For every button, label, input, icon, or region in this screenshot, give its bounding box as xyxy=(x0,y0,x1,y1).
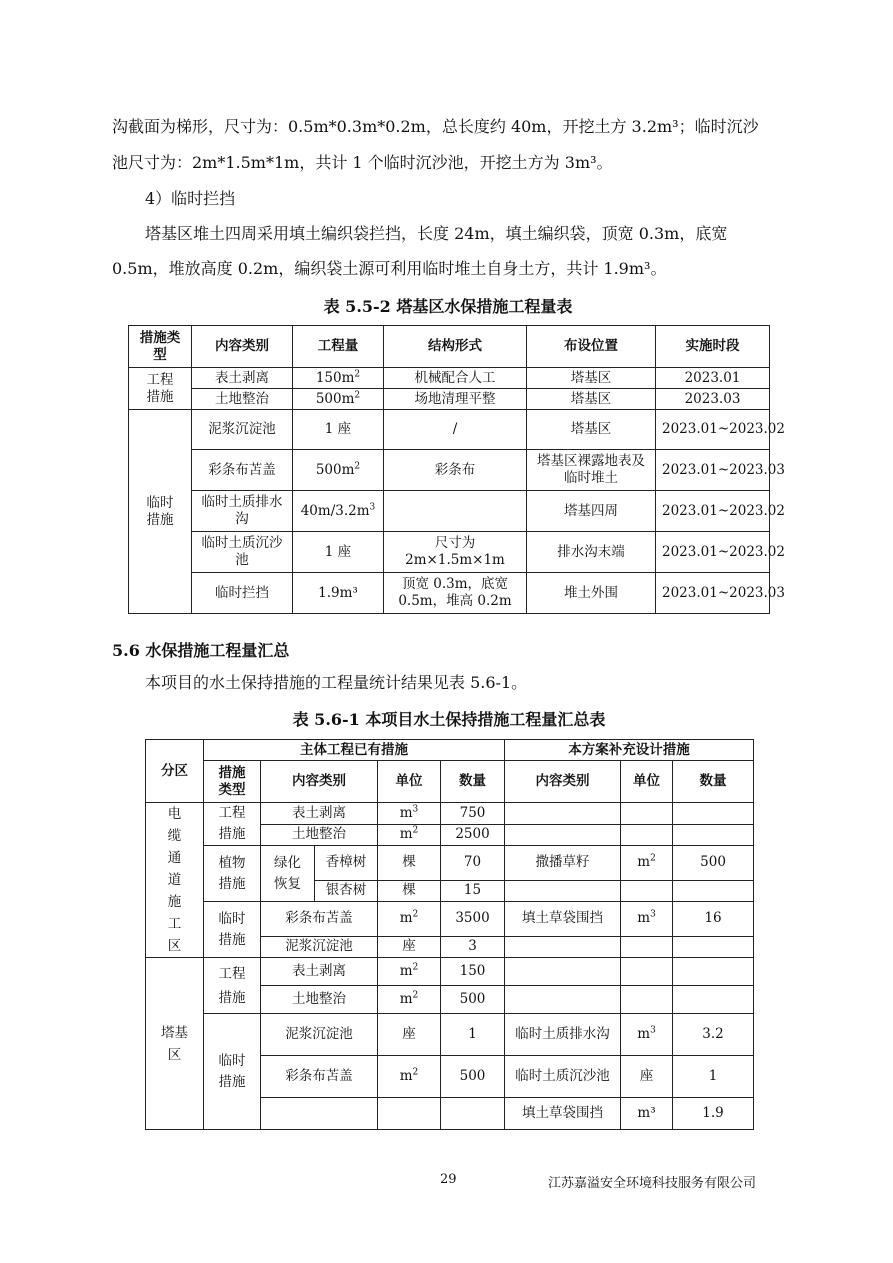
cell: 临时土质沉沙池 xyxy=(192,532,293,573)
cell: 3 xyxy=(441,936,505,958)
cell: 塔基区 xyxy=(527,410,656,450)
cell xyxy=(621,880,673,902)
table-row xyxy=(129,368,770,389)
cell xyxy=(673,958,754,986)
table-row xyxy=(146,803,754,825)
cell: 机械配合人工 xyxy=(384,368,527,389)
cell: 2023.03 xyxy=(656,389,770,410)
cell xyxy=(673,880,754,902)
cell: 香樟树 xyxy=(315,846,378,881)
cell: 2023.01~2023.02 xyxy=(656,532,770,573)
cell: 500 xyxy=(673,846,754,881)
cell: $500m^2$ xyxy=(293,450,384,491)
table-caption: 表 5.6-1 本项目水土保持措施工程量汇总表 xyxy=(292,710,606,729)
table-row xyxy=(129,573,770,614)
table-row xyxy=(146,846,754,881)
cell: 彩条布苫盖 xyxy=(261,902,378,937)
cell: 尺寸为 2m×1.5m×1m xyxy=(384,532,527,573)
tower-measures-table xyxy=(128,325,785,614)
cell: 土地整治 xyxy=(261,824,378,846)
cell: $40m/3.2m^3$ xyxy=(293,491,384,532)
cell: 彩条布苫盖 xyxy=(261,1056,378,1098)
cell: 塔基区 xyxy=(527,389,656,410)
cell xyxy=(673,986,754,1014)
cell: 场地清理平整 xyxy=(384,389,527,410)
table-row xyxy=(129,450,770,491)
cell xyxy=(505,824,621,846)
table-row xyxy=(146,902,754,937)
cell: 临时土质排水沟 xyxy=(192,491,293,532)
header-cell: 数量 xyxy=(673,761,754,803)
cell: 临时土质排水沟 xyxy=(505,1014,621,1056)
cell: 土地整治 xyxy=(261,986,378,1014)
cell: $m^2$ xyxy=(378,986,441,1014)
table-row xyxy=(146,958,754,986)
header-cell: 布设位置 xyxy=(527,326,656,368)
table-row xyxy=(129,410,770,450)
header-cell: 内容类别 xyxy=(261,761,378,803)
cell xyxy=(621,824,673,846)
cell: 土地整治 xyxy=(192,389,293,410)
cell: 撒播草籽 xyxy=(505,846,621,881)
cell: 临时拦挡 xyxy=(192,573,293,614)
cell: 2023.01~2023.02 xyxy=(656,410,770,450)
cell: 泥浆沉淀池 xyxy=(192,410,293,450)
cell: $150m^2$ xyxy=(293,368,384,389)
page-number: 29 xyxy=(440,1172,457,1187)
cell: 1 xyxy=(441,1014,505,1056)
cell: $m^2$ xyxy=(378,1056,441,1098)
header-cell: 措施类型 xyxy=(129,326,192,368)
cell: $m^2$ xyxy=(378,902,441,937)
cell: 16 xyxy=(673,902,754,937)
cell: $m^3$ xyxy=(621,1014,673,1056)
cell xyxy=(673,803,754,825)
cell: $m^3$ xyxy=(378,803,441,825)
cell: 排水沟末端 xyxy=(527,532,656,573)
cell: 70 xyxy=(441,846,505,881)
cell: $500m^2$ xyxy=(293,389,384,410)
sub-type-cell: 绿化恢复 xyxy=(261,846,315,902)
cell: 塔基区裸露地表及临时堆土 xyxy=(527,450,656,491)
cell: 座 xyxy=(378,936,441,958)
zone-cell: 电缆通道施工区 xyxy=(146,803,204,958)
cell: 塔基四周 xyxy=(527,491,656,532)
cell: $m^2$ xyxy=(378,958,441,986)
cell xyxy=(673,936,754,958)
cell: 2023.01 xyxy=(656,368,770,389)
cell: 顶宽 0.3m，底宽 0.5m，堆高 0.2m xyxy=(384,573,527,614)
paragraph-line: 塔基区堆土四周采用填土编织袋拦挡，长度 24m，填土编织袋，顶宽 0.3m，底宽 xyxy=(145,224,728,243)
cell: 表土剥离 xyxy=(192,368,293,389)
cell: 填土草袋围挡 xyxy=(505,902,621,937)
header-cell: 内容类别 xyxy=(192,326,293,368)
zone-cell: 塔基区 xyxy=(146,958,204,1130)
header-cell: 分区 xyxy=(146,740,204,803)
group-cell: 工程措施 xyxy=(129,368,192,410)
table-row xyxy=(146,1014,754,1056)
cell: $m^2$ xyxy=(378,824,441,846)
cell: 塔基区 xyxy=(527,368,656,389)
cell: m³ xyxy=(621,1098,673,1130)
cell: $m^3$ xyxy=(621,902,673,937)
cell xyxy=(621,936,673,958)
cell: 1.9 xyxy=(673,1098,754,1130)
cell: 棵 xyxy=(378,846,441,881)
cell: 表土剥离 xyxy=(261,803,378,825)
cell: 彩条布苫盖 xyxy=(192,450,293,491)
company-name: 江苏嘉溢安全环境科技服务有限公司 xyxy=(548,1176,757,1191)
list-item-heading: 4）临时拦挡 xyxy=(145,189,236,208)
cell: 1 xyxy=(673,1056,754,1098)
cell xyxy=(673,824,754,846)
paragraph-line: 0.5m，堆放高度 0.2m，编织袋土源可利用临时堆土自身土方，共计 1.9m³。 xyxy=(112,259,667,278)
header-cell: 实施时段 xyxy=(656,326,770,368)
cell: 彩条布 xyxy=(384,450,527,491)
cell xyxy=(621,803,673,825)
cell: 150 xyxy=(441,958,505,986)
type-cell: 植物措施 xyxy=(204,846,261,902)
header-cell: 结构形式 xyxy=(384,326,527,368)
cell: 银杏树 xyxy=(315,880,378,902)
table-caption: 表 5.5-2 塔基区水保措施工程量表 xyxy=(323,297,573,316)
cell xyxy=(261,1098,378,1130)
header-cell: 本方案补充设计措施 xyxy=(505,740,754,761)
cell xyxy=(505,880,621,902)
section-title: 5.6 水保措施工程量汇总 xyxy=(112,641,290,660)
cell xyxy=(505,803,621,825)
cell: 临时土质沉沙池 xyxy=(505,1056,621,1098)
table-row xyxy=(129,491,770,532)
cell: 750 xyxy=(441,803,505,825)
table-header-row xyxy=(129,326,770,368)
cell: 3.2 xyxy=(673,1014,754,1056)
type-cell: 工程措施 xyxy=(204,803,261,846)
table-row xyxy=(129,389,770,410)
cell: 座 xyxy=(621,1056,673,1098)
type-cell: 工程措施 xyxy=(204,958,261,1014)
header-cell: 措施类型 xyxy=(204,761,261,803)
cell xyxy=(621,986,673,1014)
cell: 泥浆沉淀池 xyxy=(261,1014,378,1056)
header-cell: 单位 xyxy=(621,761,673,803)
cell: 棵 xyxy=(378,880,441,902)
cell: 2023.01~2023.02 xyxy=(656,491,770,532)
group-cell: 临时措施 xyxy=(129,410,192,614)
summary-measures-table xyxy=(145,739,754,1130)
cell: 500 xyxy=(441,986,505,1014)
cell: / xyxy=(384,410,527,450)
cell: 表土剥离 xyxy=(261,958,378,986)
cell xyxy=(505,986,621,1014)
cell xyxy=(384,491,527,532)
cell: 500 xyxy=(441,1056,505,1098)
table-row xyxy=(129,532,770,573)
cell xyxy=(378,1098,441,1130)
header-cell: 单位 xyxy=(378,761,441,803)
paragraph-line: 池尺寸为：2m*1.5m*1m，共计 1 个临时沉沙池，开挖土方为 3m³。 xyxy=(112,153,613,172)
header-cell: 工程量 xyxy=(293,326,384,368)
cell xyxy=(505,958,621,986)
header-cell: 主体工程已有措施 xyxy=(204,740,505,761)
cell: 1.9m³ xyxy=(293,573,384,614)
header-cell: 数量 xyxy=(441,761,505,803)
cell xyxy=(621,958,673,986)
cell: 2023.01~2023.03 xyxy=(656,450,770,491)
cell: 填土草袋围挡 xyxy=(505,1098,621,1130)
cell: $m^2$ xyxy=(621,846,673,881)
cell: 2500 xyxy=(441,824,505,846)
cell: 1 座 xyxy=(293,410,384,450)
cell xyxy=(505,936,621,958)
cell: 15 xyxy=(441,880,505,902)
paragraph-line: 沟截面为梯形，尺寸为：0.5m*0.3m*0.2m，总长度约 40m，开挖土方 3.2m³；临时沉沙 xyxy=(112,117,759,136)
table-header-row xyxy=(146,740,754,761)
cell xyxy=(441,1098,505,1130)
type-cell: 临时措施 xyxy=(204,1014,261,1130)
header-cell: 内容类别 xyxy=(505,761,621,803)
cell: 3500 xyxy=(441,902,505,937)
cell: 1 座 xyxy=(293,532,384,573)
cell: 堆土外围 xyxy=(527,573,656,614)
table-header-row xyxy=(146,761,754,803)
cell: 泥浆沉淀池 xyxy=(261,936,378,958)
cell: 座 xyxy=(378,1014,441,1056)
cell: 2023.01~2023.03 xyxy=(656,573,770,614)
type-cell: 临时措施 xyxy=(204,902,261,958)
paragraph-line: 本项目的水土保持措施的工程量统计结果见表 5.6-1。 xyxy=(145,673,528,692)
